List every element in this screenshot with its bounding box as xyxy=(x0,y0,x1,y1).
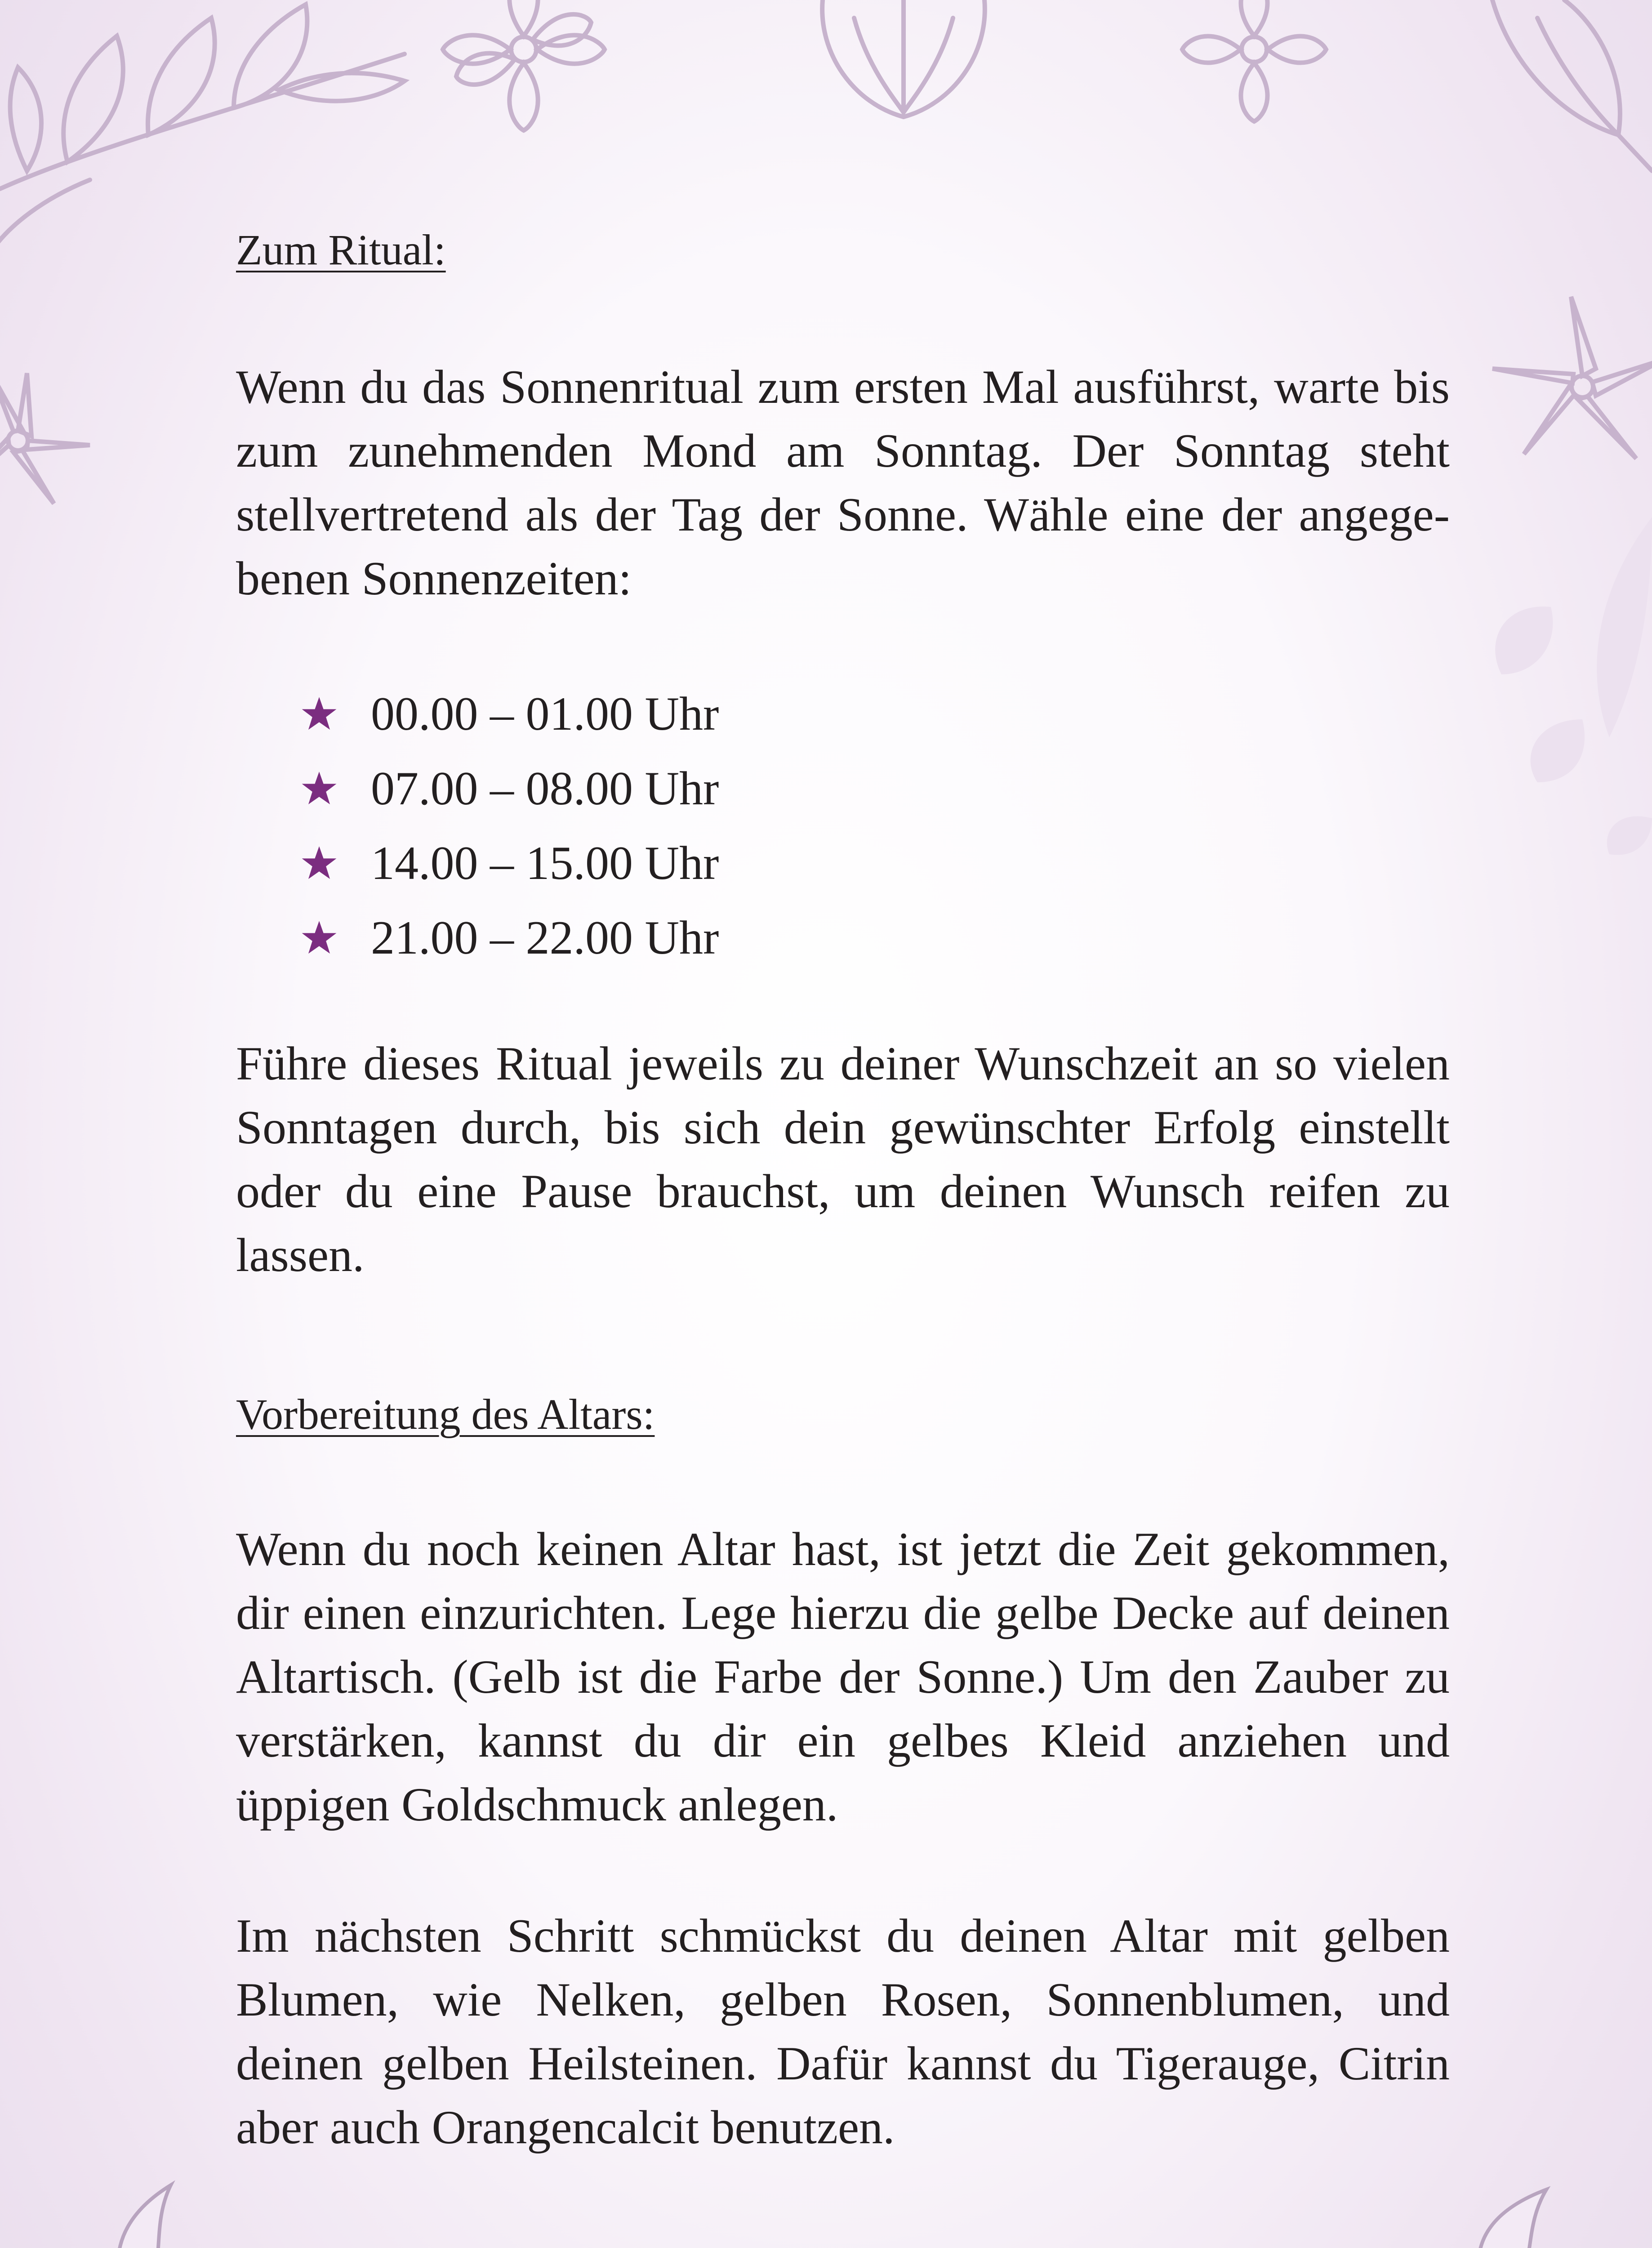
time-slot-label: 07.00 – 08.00 Uhr xyxy=(371,762,719,815)
sun-times-list xyxy=(236,677,719,975)
flower-icon xyxy=(443,0,605,130)
flower-icon xyxy=(1182,0,1326,121)
altar-decoration-paragraph: Im nächsten Schritt schmückst du deinen Altar mit gelben Blumen, wie Nelken, gelben Rosen, Sonnenblumen, und deinen gelben Heilsteinen. Dafür kannst du Tigerauge, Citrin aber auch Orangencalcit benutzen. xyxy=(236,1909,1450,2154)
list-item xyxy=(236,677,719,751)
time-slot-label: 14.00 – 15.00 Uhr xyxy=(371,837,719,889)
ritual-intro-paragraph: Wenn du das Sonnenritual zum ersten Mal ausführst, warte bis zum zunehmenden Mond am Sonntag. Der Sonntag steht stellvertretend als der Tag der Sonne. Wähle eine der angegebenen Sonnenzeiten: xyxy=(236,361,1450,605)
star-icon xyxy=(301,845,337,881)
ritual-frequency-paragraph: Führe dieses Ritual jeweils zu deiner Wunschzeit an so vielen Sonntagen durch, bis sich dein gewünschter Erfolg einstellt oder du eine Pause brauchst, um deinen Wunsch reifen zu lassen. xyxy=(236,1037,1450,1281)
leaf-branch-icon xyxy=(0,54,405,189)
star-icon xyxy=(301,770,337,806)
altar-setup-paragraph: Wenn du noch keinen Altar hast, ist jetzt die Zeit gekommen, dir einen einzurichten. Lege hierzu die gelbe Decke auf deinen Altartisch. (Gelb ist die Farbe der Sonne.) Um den Zauber zu verstärken, kannst du dir ein gelbes Kleid anziehen und üppigen Goldschmuck anlegen. xyxy=(236,1523,1450,1831)
section-heading-ritual: Zum Ritual: xyxy=(236,226,446,274)
list-item xyxy=(236,901,719,975)
star-icon xyxy=(301,696,337,731)
time-slot-label: 21.00 – 22.00 Uhr xyxy=(371,911,719,964)
star-icon xyxy=(301,919,337,955)
flower-icon xyxy=(0,373,90,504)
candle-icon xyxy=(58,2185,234,2248)
candle-icon xyxy=(1403,2190,1591,2248)
flower-icon xyxy=(1492,297,1652,459)
time-slot-label: 00.00 – 01.00 Uhr xyxy=(371,687,719,740)
section-heading-altar: Vorbereitung des Altars: xyxy=(236,1390,655,1438)
list-item xyxy=(236,826,719,901)
list-item xyxy=(236,751,719,826)
